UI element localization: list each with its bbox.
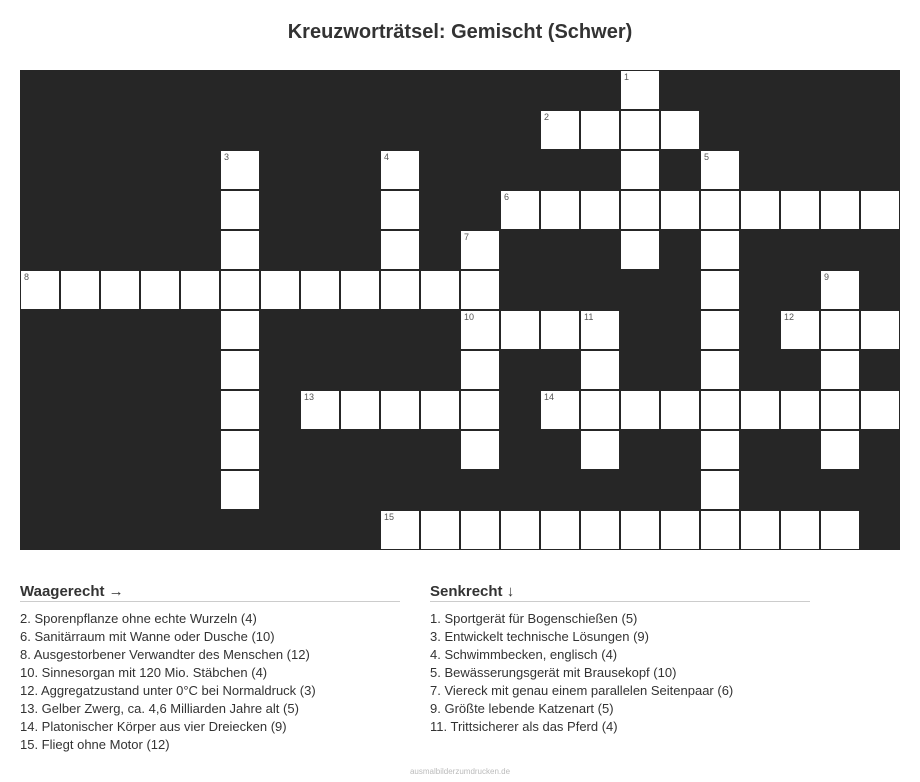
grid-cell[interactable] (620, 70, 660, 110)
across-clue: 14. Platonischer Körper aus vier Dreiecken (9) (20, 719, 287, 734)
clue-number: 14 (544, 392, 555, 402)
down-clues (430, 583, 810, 736)
grid-cell[interactable] (180, 270, 220, 310)
clue-number: 3 (224, 152, 230, 162)
grid-cell[interactable] (700, 350, 740, 390)
grid-cell[interactable] (820, 270, 860, 310)
clue-number: 5 (704, 152, 710, 162)
clue-number: 9 (824, 272, 830, 282)
clue-number: 7 (464, 232, 470, 242)
grid-cell[interactable] (220, 430, 260, 470)
down-clue: 5. Bewässerungsgerät mit Brausekopf (10) (430, 665, 677, 680)
grid-cell[interactable] (820, 510, 860, 550)
page-title: Kreuzworträtsel: Gemischt (Schwer) (287, 21, 633, 43)
grid-cell[interactable] (780, 390, 820, 430)
grid-cell[interactable] (820, 190, 860, 230)
across-clue: 2. Sporenpflanze ohne echte Wurzeln (4) (20, 611, 257, 626)
down-clue: 9. Größte lebende Katzenart (5) (430, 701, 614, 716)
grid-cell[interactable] (700, 430, 740, 470)
grid-cell[interactable] (580, 430, 620, 470)
clue-number: 10 (464, 312, 475, 322)
grid-cell[interactable] (860, 310, 900, 350)
grid-cell[interactable] (500, 510, 540, 550)
down-clue-list (430, 610, 810, 736)
clue-number: 2 (544, 112, 550, 122)
grid-cell[interactable] (540, 190, 580, 230)
grid-cell[interactable] (460, 390, 500, 430)
across-clue: 10. Sinnesorgan mit 120 Mio. Stäbchen (4) (20, 665, 268, 680)
clue-number: 13 (304, 392, 315, 402)
grid-cell[interactable] (460, 270, 500, 310)
grid-cell[interactable] (20, 270, 60, 310)
grid-cell[interactable] (820, 350, 860, 390)
grid-cell[interactable] (380, 150, 420, 190)
grid-cell[interactable] (820, 390, 860, 430)
grid-cell[interactable] (780, 310, 820, 350)
grid-cell[interactable] (540, 390, 580, 430)
down-clue: 7. Viereck mit genau einem parallelen Seitenpaar (6) (430, 683, 734, 698)
grid-cell[interactable] (740, 190, 780, 230)
grid-cell[interactable] (460, 350, 500, 390)
grid-cell[interactable] (580, 350, 620, 390)
grid-cell[interactable] (380, 190, 420, 230)
grid-cell[interactable] (220, 470, 260, 510)
down-clue: 4. Schwimmbecken, englisch (4) (430, 647, 618, 662)
grid-cell[interactable] (460, 310, 500, 350)
grid-cell[interactable] (100, 270, 140, 310)
grid-cell[interactable] (460, 230, 500, 270)
grid-cell[interactable] (500, 310, 540, 350)
footer-credit: ausmalbilderzumdrucken.de (409, 767, 511, 776)
across-clue-list (20, 610, 400, 754)
grid-cell[interactable] (820, 310, 860, 350)
grid-cell[interactable] (380, 510, 420, 550)
grid-cell[interactable] (460, 430, 500, 470)
grid-cell[interactable] (420, 510, 460, 550)
grid-cell[interactable] (140, 270, 180, 310)
clue-number: 4 (384, 152, 390, 162)
clue-number: 15 (384, 512, 395, 522)
grid-cell[interactable] (780, 510, 820, 550)
grid-cell[interactable] (700, 510, 740, 550)
across-clue: 15. Fliegt ohne Motor (12) (20, 737, 170, 752)
grid-cell[interactable] (700, 190, 740, 230)
grid-cell[interactable] (220, 150, 260, 190)
grid-cell[interactable] (380, 230, 420, 270)
grid-cell[interactable] (220, 270, 260, 310)
across-heading: Waagerecht → (20, 583, 400, 602)
grid-cell[interactable] (580, 110, 620, 150)
grid-cell[interactable] (660, 110, 700, 150)
across-clue: 13. Gelber Zwerg, ca. 4,6 Milliarden Jahre alt (5) (20, 701, 299, 716)
grid-cell[interactable] (540, 110, 580, 150)
clue-number: 12 (784, 312, 795, 322)
grid-cell[interactable] (220, 190, 260, 230)
grid-cell[interactable] (780, 190, 820, 230)
clue-number: 11 (584, 312, 594, 322)
across-clue: 8. Ausgestorbener Verwandter des Menschen (12) (20, 647, 310, 662)
grid-cell[interactable] (620, 390, 660, 430)
grid-cell[interactable] (700, 150, 740, 190)
grid-cell[interactable] (700, 230, 740, 270)
grid-cell[interactable] (340, 390, 380, 430)
grid-cell[interactable] (740, 390, 780, 430)
grid-cell[interactable] (580, 190, 620, 230)
grid-cell[interactable] (660, 190, 700, 230)
grid-cell[interactable] (620, 190, 660, 230)
crossword-grid (20, 70, 900, 550)
grid-cell[interactable] (580, 390, 620, 430)
down-clue: 1. Sportgerät für Bogenschießen (5) (430, 611, 638, 626)
grid-cell[interactable] (220, 310, 260, 350)
grid-cell[interactable] (220, 230, 260, 270)
grid-cell[interactable] (700, 310, 740, 350)
grid-cell[interactable] (300, 270, 340, 310)
grid-cell[interactable] (620, 150, 660, 190)
grid-cell[interactable] (620, 230, 660, 270)
grid-cell[interactable] (580, 510, 620, 550)
grid-cell[interactable] (220, 390, 260, 430)
across-clue: 6. Sanitärraum mit Wanne oder Dusche (10) (20, 629, 275, 644)
down-clue: 3. Entwickelt technische Lösungen (9) (430, 629, 649, 644)
grid-cell[interactable] (620, 110, 660, 150)
grid-cell[interactable] (820, 430, 860, 470)
grid-cell[interactable] (620, 510, 660, 550)
clue-number: 6 (504, 192, 510, 202)
grid-cell[interactable] (220, 350, 260, 390)
grid-cell[interactable] (660, 390, 700, 430)
grid-cell[interactable] (380, 390, 420, 430)
grid-cell[interactable] (340, 270, 380, 310)
grid-cell[interactable] (860, 390, 900, 430)
grid-cell[interactable] (260, 270, 300, 310)
grid-cell[interactable] (380, 270, 420, 310)
grid-cell[interactable] (660, 510, 700, 550)
grid-cell[interactable] (540, 510, 580, 550)
grid-cell[interactable] (700, 390, 740, 430)
grid-cell[interactable] (500, 190, 540, 230)
grid-cell[interactable] (540, 310, 580, 350)
grid-cell[interactable] (580, 310, 620, 350)
grid-cell[interactable] (700, 470, 740, 510)
grid-cell[interactable] (700, 270, 740, 310)
grid-cell[interactable] (420, 390, 460, 430)
grid-cell[interactable] (860, 190, 900, 230)
down-heading: Senkrecht ↓ (430, 583, 810, 602)
grid-cell[interactable] (60, 270, 100, 310)
grid-cell[interactable] (420, 270, 460, 310)
across-clues (20, 583, 400, 754)
across-clue: 12. Aggregatzustand unter 0°C bei Normaldruck (3) (20, 683, 316, 698)
down-clue: 11. Trittsicherer als das Pferd (4) (430, 719, 618, 734)
grid-cell[interactable] (740, 510, 780, 550)
clue-number: 8 (24, 272, 30, 282)
grid-cell[interactable] (300, 390, 340, 430)
grid-cell[interactable] (460, 510, 500, 550)
clue-number: 1 (624, 72, 630, 82)
